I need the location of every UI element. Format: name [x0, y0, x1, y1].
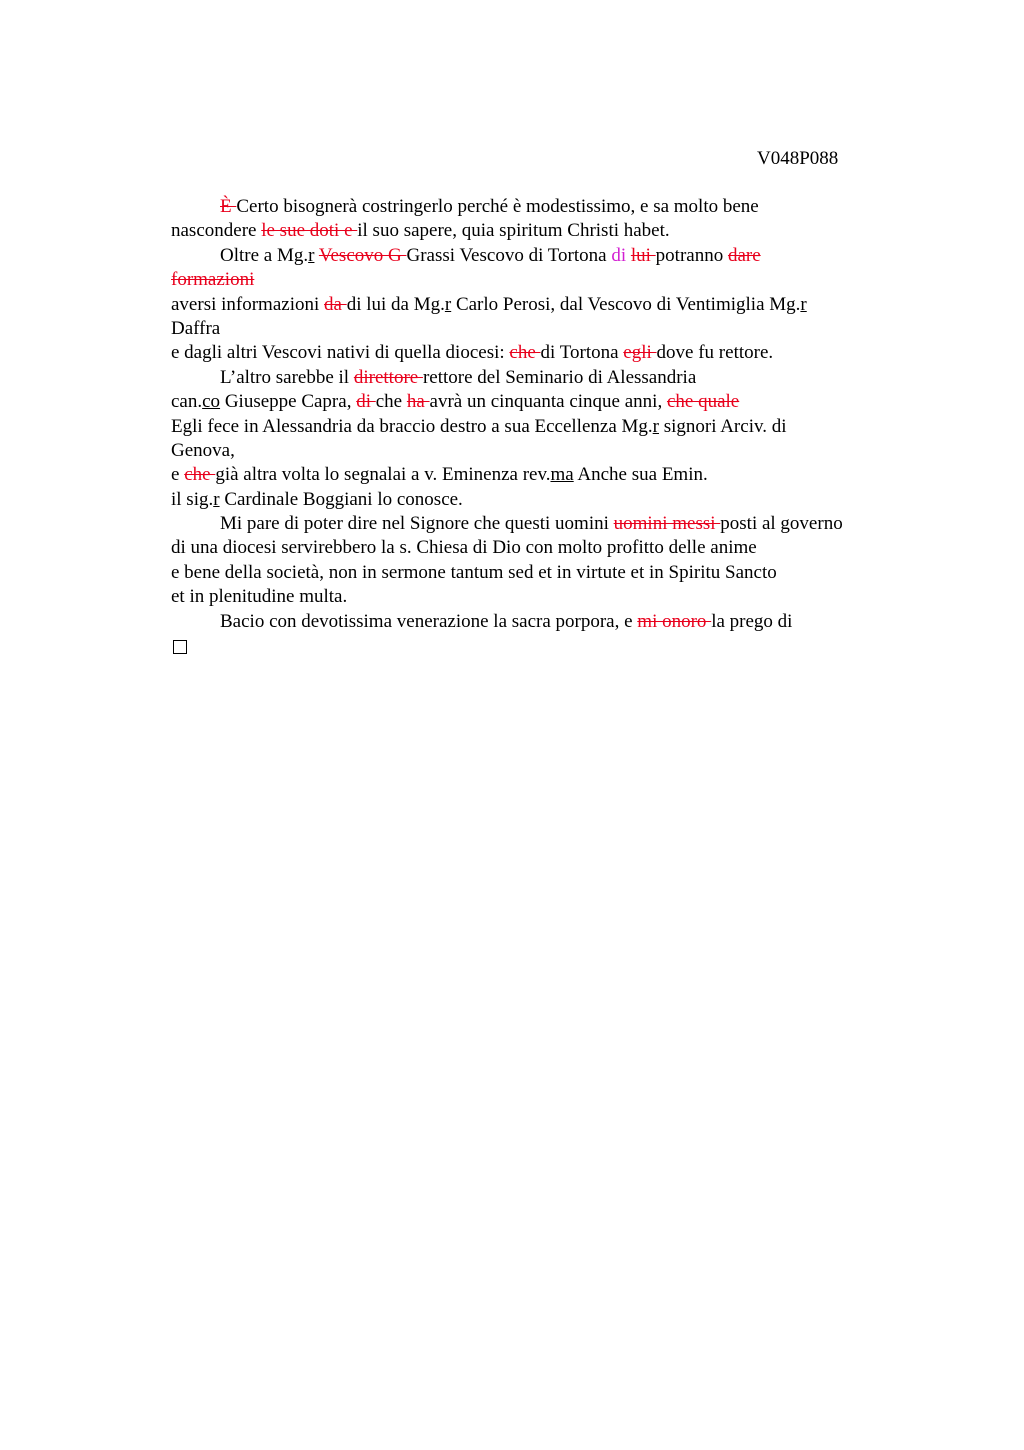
underlined-text: r	[800, 293, 807, 315]
text-line	[171, 488, 901, 512]
text-segment: il sig.	[171, 488, 214, 510]
text-segment: potranno	[655, 244, 728, 266]
text-line	[171, 219, 901, 243]
text-segment: Carlo Perosi, dal Vescovo di Ventimiglia Mg.	[451, 293, 801, 315]
text-segment: Genova,	[171, 439, 235, 461]
text-segment: Oltre a Mg.	[220, 244, 309, 266]
text-segment: Cardinale Boggiani lo conosce.	[219, 488, 463, 510]
text-segment: Certo bisognerà costringerlo perché è modestissimo, e sa molto bene	[236, 196, 759, 217]
underlined-text: r	[652, 415, 659, 437]
deleted-text: che	[509, 342, 541, 364]
text-segment: et in plenitudine multa.	[171, 586, 348, 608]
text-segment: posti al governo	[720, 513, 843, 535]
deleted-text: dare	[727, 244, 761, 266]
letter-body	[171, 195, 901, 658]
text-segment: Anche sua Emin.	[573, 464, 708, 486]
text-line	[171, 268, 901, 292]
deleted-text: che quale	[666, 391, 740, 413]
deleted-text: ha	[406, 391, 430, 413]
deleted-text: che	[184, 464, 216, 486]
text-line	[171, 536, 901, 560]
text-line	[171, 244, 901, 268]
text-line	[171, 195, 901, 219]
text-segment: il suo sapere, quia spiritum Christi habet.	[357, 220, 670, 242]
text-line	[171, 366, 901, 390]
text-segment: L’altro sarebbe il	[220, 366, 354, 388]
deleted-text: uomini messi	[613, 513, 721, 535]
text-line	[171, 415, 901, 439]
deleted-text: mi onoro	[637, 610, 712, 632]
text-segment: e	[171, 464, 185, 486]
underlined-text: r	[213, 488, 220, 510]
text-line	[171, 390, 901, 414]
deleted-text: le sue doti e	[261, 220, 358, 242]
text-line	[171, 439, 901, 463]
text-segment: aversi informazioni	[171, 293, 325, 315]
text-segment: che	[375, 391, 407, 413]
text-segment: e bene della società, non in sermone tantum sed et in virtute et in Spiritu Sancto	[171, 561, 777, 583]
text-segment: Mi pare di poter dire nel Signore che questi uomini	[220, 513, 614, 535]
text-line	[171, 463, 901, 487]
underlined-text: ma	[550, 464, 574, 486]
text-segment: Egli fece in Alessandria da braccio destro a sua Eccellenza Mg.	[171, 415, 653, 437]
deleted-text: egli	[623, 342, 657, 364]
text-segment: Bacio con devotissima venerazione la sacra porpora, e	[220, 610, 638, 632]
underlined-text: r	[444, 293, 452, 315]
text-segment: di Tortona	[540, 342, 624, 364]
page-id: V048P088	[757, 148, 839, 169]
text-segment: nascondere	[171, 220, 262, 242]
text-segment: la prego di	[711, 610, 793, 632]
text-segment: Daffra	[171, 317, 221, 339]
text-segment: Giuseppe Capra,	[220, 391, 357, 413]
text-segment: signori Arciv. di	[658, 415, 787, 437]
underlined-text: r	[308, 244, 315, 266]
text-segment: dove fu rettore.	[656, 342, 774, 364]
text-line	[171, 317, 901, 341]
text-line	[171, 585, 901, 609]
end-mark-line	[171, 634, 901, 658]
text-line	[171, 341, 901, 365]
box-icon	[173, 640, 187, 654]
text-segment: rettore del Seminario di Alessandria	[422, 366, 697, 388]
inserted-text: di	[611, 244, 627, 266]
text-segment: avrà un cinquanta cinque anni,	[429, 391, 667, 413]
text-line	[171, 610, 901, 634]
underlined-text: co	[202, 391, 221, 413]
text-segment: e dagli altri Vescovi nativi di quella diocesi:	[171, 342, 510, 364]
text-line	[171, 561, 901, 585]
deleted-text: Vescovo G	[318, 244, 407, 266]
deleted-text: lui	[630, 244, 656, 266]
deleted-text: formazioni	[171, 269, 255, 291]
text-segment: can.	[171, 391, 203, 413]
deleted-text: direttore	[353, 366, 423, 388]
text-line	[171, 512, 901, 536]
text-segment: di una diocesi servirebbero la s. Chiesa di Dio con molto profitto delle anime	[171, 537, 757, 559]
deleted-text: di	[356, 391, 376, 413]
text-segment: di lui da Mg.	[346, 293, 445, 315]
text-line	[171, 293, 901, 317]
deleted-text: da	[324, 293, 347, 315]
text-segment: Grassi Vescovo di Tortona	[406, 244, 612, 266]
text-segment: già altra volta lo segnalai a v. Eminenza rev.	[215, 464, 551, 486]
deleted-text: È	[220, 196, 237, 217]
